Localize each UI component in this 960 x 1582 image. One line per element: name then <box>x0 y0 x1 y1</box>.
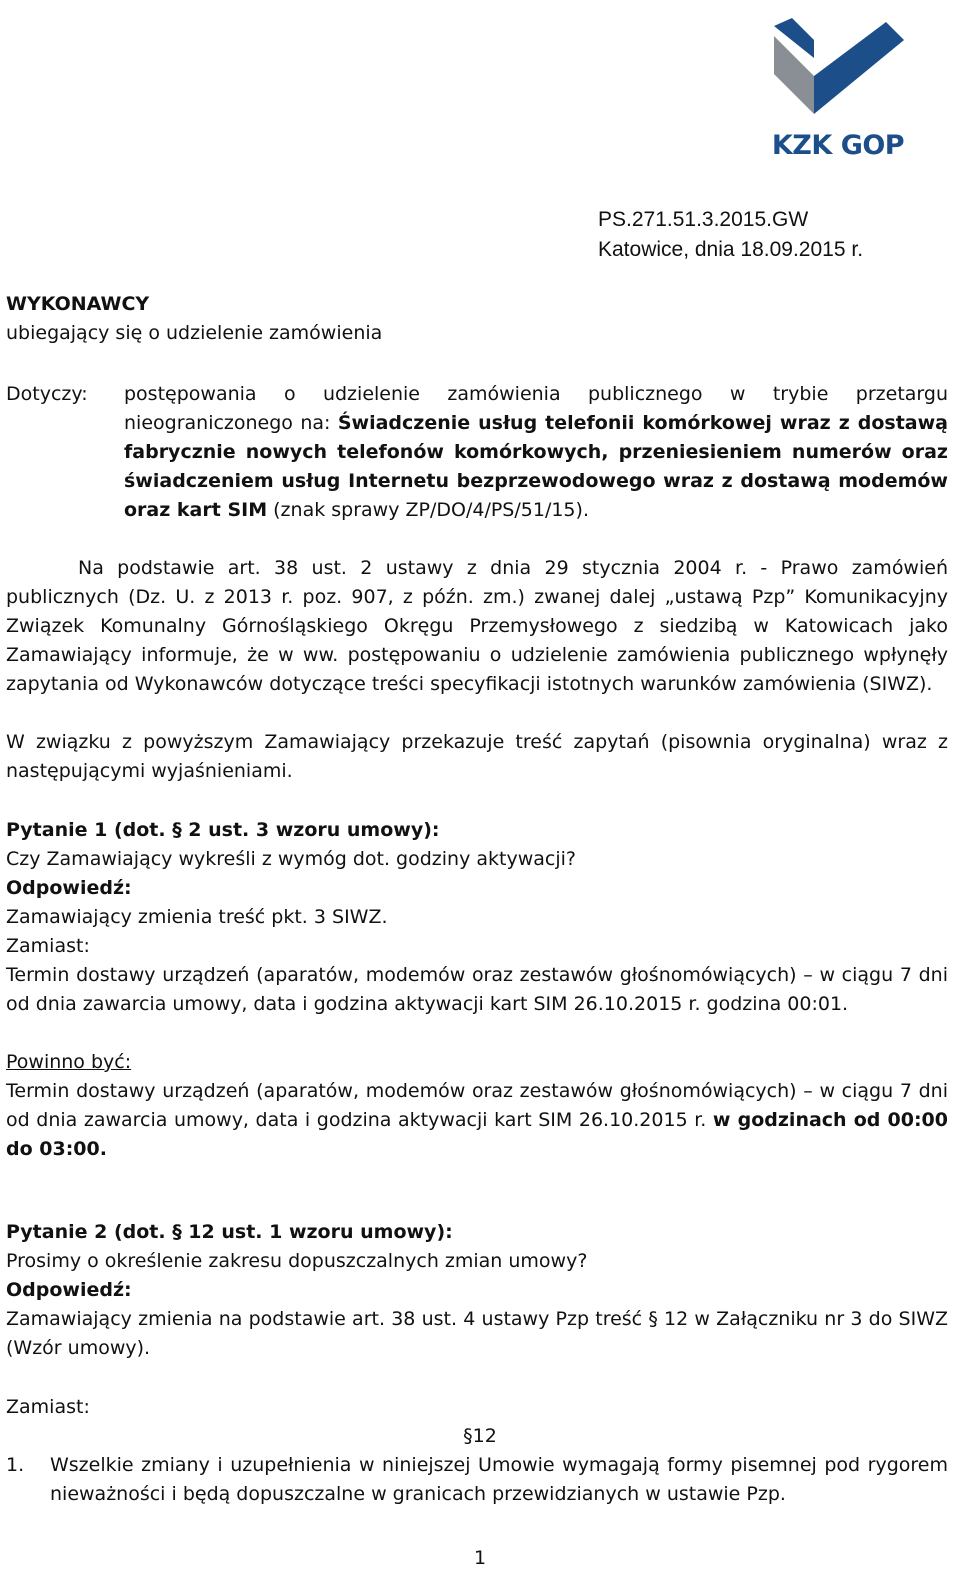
question-1-heading: Pytanie 1 (dot. § 2 ust. 3 wzoru umowy): <box>6 819 440 841</box>
logo-mark-icon <box>768 18 908 128</box>
place-and-date: Katowice, dnia 18.09.2015 r. <box>598 238 864 261</box>
question-1-should-label: Powinno być: <box>6 1051 132 1073</box>
question-2-answer: Zamawiający zmienia na podstawie art. 38 ust. 4 ustawy Pzp treść § 12 w Załączniku nr 3 do SIWZ (Wzór umowy). <box>6 1308 948 1359</box>
question-1-instead-label: Zamiast: <box>6 935 90 957</box>
list-item-number: 1. <box>6 1454 25 1476</box>
subject-text <box>124 380 948 525</box>
subject-text-part-1: postępowania o udzielenie zamówienia publicznego w trybie przetargu nieograniczonego na: <box>124 383 948 434</box>
intro-paragraph-2: W związku z powyższym Zamawiający przekazuje treść zapytań (pisownia oryginalna) wraz z następującymi wyjaśnieniami. <box>6 731 948 782</box>
question-2-answer-label: Odpowiedź: <box>6 1279 132 1301</box>
subject-label: Dotyczy: <box>6 383 88 405</box>
question-1-should-text-bold: w godzinach od 00:00 do 03:00. <box>6 1109 949 1160</box>
addressee <box>6 290 382 348</box>
page-number: 1 <box>473 1547 487 1569</box>
question-1-text: Czy Zamawiający wykreśli z wymóg dot. godziny aktywacji? <box>6 848 576 870</box>
document-reference <box>598 205 863 265</box>
kzk-gop-logo <box>768 18 908 166</box>
question-1-should-text <box>6 1077 948 1164</box>
question-1-should-text-plain: Termin dostawy urządzeń (aparatów, modemów oraz zestawów głośnomówiących) – w ciągu 7 dni od dnia zawarcia umowy, data i godzina aktywacji kart SIM 26.10.2015 r. <box>6 1080 948 1131</box>
intro-paragraph: Na podstawie art. 38 ust. 2 ustawy z dnia 29 stycznia 2004 r. - Prawo zamówień publicznych (Dz. U. z 2013 r. poz. 907, z późn. zm.) zwanej dalej „ustawą Pzp” Komunikacyjny Związek Komunalny Górnośląskiego Okręgu Przemysłowego z siedzibą w Katowicach jako Zamawiający informuje, że w ww. postępowaniu o udzielenie zamówienia publicznego wpłynęły zapytania od Wykonawców dotyczące treści specyfikacji istotnych warunków zamówienia (SIWZ). <box>6 557 948 695</box>
addressee-subtitle: ubiegający się o udzielenie zamówienia <box>6 322 383 344</box>
question-1-answer: Zamawiający zmienia treść pkt. 3 SIWZ. <box>6 906 388 928</box>
reference-number: PS.271.51.3.2015.GW <box>598 208 809 231</box>
question-1-instead-text: Termin dostawy urządzeń (aparatów, modemów oraz zestawów głośnomówiących) – w ciągu 7 dni od dnia zawarcia umowy, data i godzina aktywacji kart SIM 26.10.2015 r. godzina 00:01. <box>6 964 948 1015</box>
list-item-text: Wszelkie zmiany i uzupełnienia w niniejszej Umowie wymagają formy pisemnej pod rygorem nieważności i będą dopuszczalne w granicach przewidzianych w ustawie Pzp. <box>50 1454 948 1505</box>
subject-title-bold: Świadczenie usług telefonii komórkowej wraz z dostawą fabrycznie nowych telefonów komórkowych, przeniesieniem numerów oraz świadczeniem usług Internetu bezprzewodowego wraz z dostawą modemów oraz kart SIM <box>124 412 948 521</box>
logo-text: KZK GOP <box>771 130 905 161</box>
section-12-title: §12 <box>463 1425 497 1447</box>
addressee-title: WYKONAWCY <box>6 293 150 315</box>
question-2-instead-label: Zamiast: <box>6 1396 90 1418</box>
subject-text-part-2: (znak sprawy ZP/DO/4/PS/51/15). <box>267 499 589 521</box>
question-2-text: Prosimy o określenie zakresu dopuszczalnych zmian umowy? <box>6 1250 588 1272</box>
question-2-heading: Pytanie 2 (dot. § 12 ust. 1 wzoru umowy): <box>6 1221 453 1243</box>
question-1-answer-label: Odpowiedź: <box>6 877 132 899</box>
